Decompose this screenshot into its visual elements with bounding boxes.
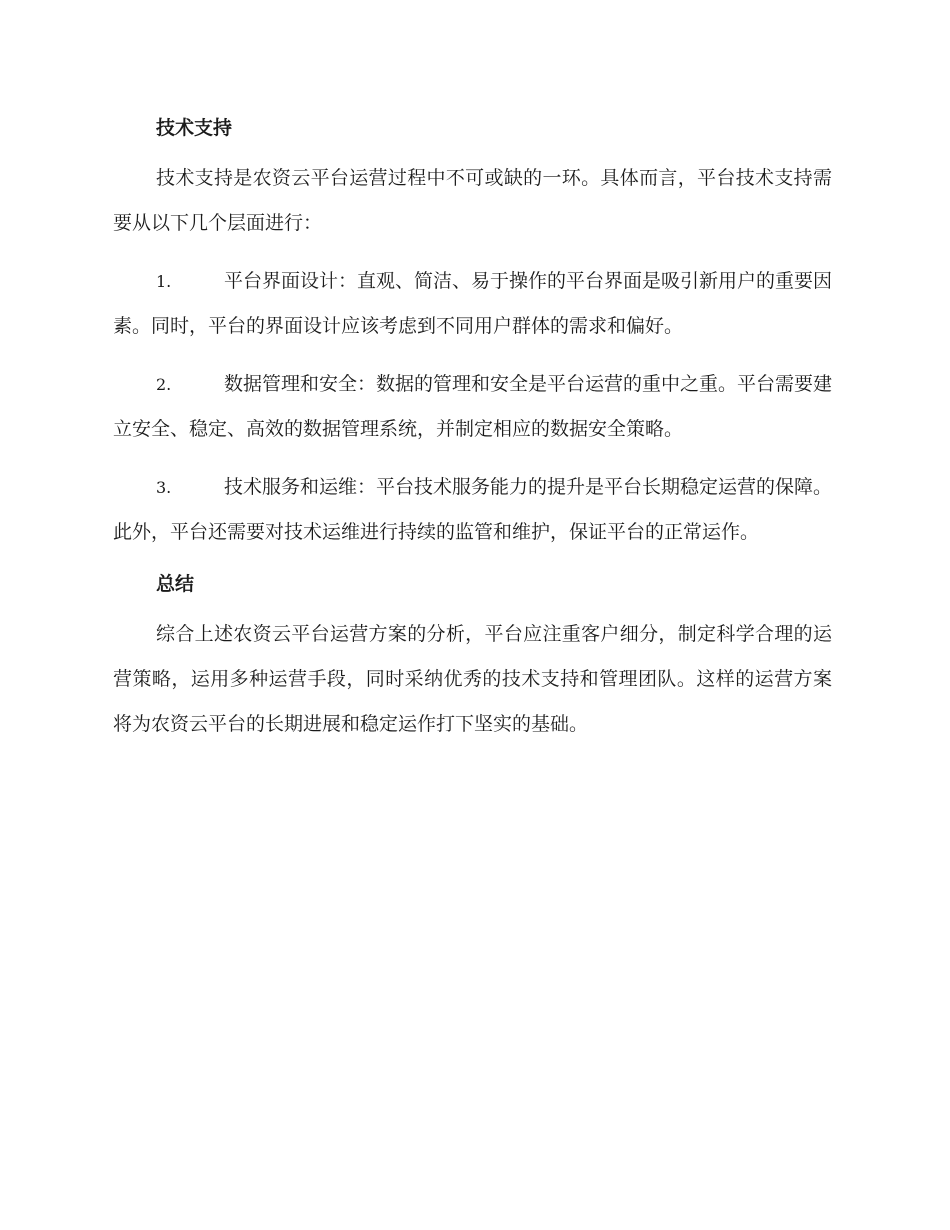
list-item-text: 数据管理和安全：数据的管理和安全是平台运营的重中之重。平台需要建立安全、稳定、高效的数据管理系统，并制定相应的数据安全策略。 — [113, 373, 833, 440]
section-heading-tech-support: 技术支持 — [156, 117, 233, 139]
list-number: 3. — [156, 478, 172, 497]
list-item — [113, 259, 832, 349]
list-item-text: 技术服务和运维：平台技术服务能力的提升是平台长期稳定运营的保障。此外，平台还需要对技术运维进行持续的监管和维护，保证平台的正常运作。 — [113, 476, 833, 543]
section-heading-summary: 总结 — [156, 573, 195, 595]
tech-support-intro: 技术支持是农资云平台运营过程中不可或缺的一环。具体而言，平台技术支持需要从以下几个层面进行： — [113, 167, 832, 234]
list-item-text: 平台界面设计：直观、简洁、易于操作的平台界面是吸引新用户的重要因素。同时，平台的界面设计应该考虑到不同用户群体的需求和偏好。 — [113, 270, 833, 337]
list-item — [113, 465, 832, 555]
list-number: 2. — [156, 375, 172, 394]
list-item — [113, 362, 832, 452]
list-number: 1. — [156, 272, 172, 291]
summary-paragraph: 综合上述农资云平台运营方案的分析，平台应注重客户细分，制定科学合理的运营策略，运用多种运营手段，同时采纳优秀的技术支持和管理团队。这样的运营方案将为农资云平台的长期进展和稳定运作打下坚实的基础。 — [113, 623, 832, 735]
